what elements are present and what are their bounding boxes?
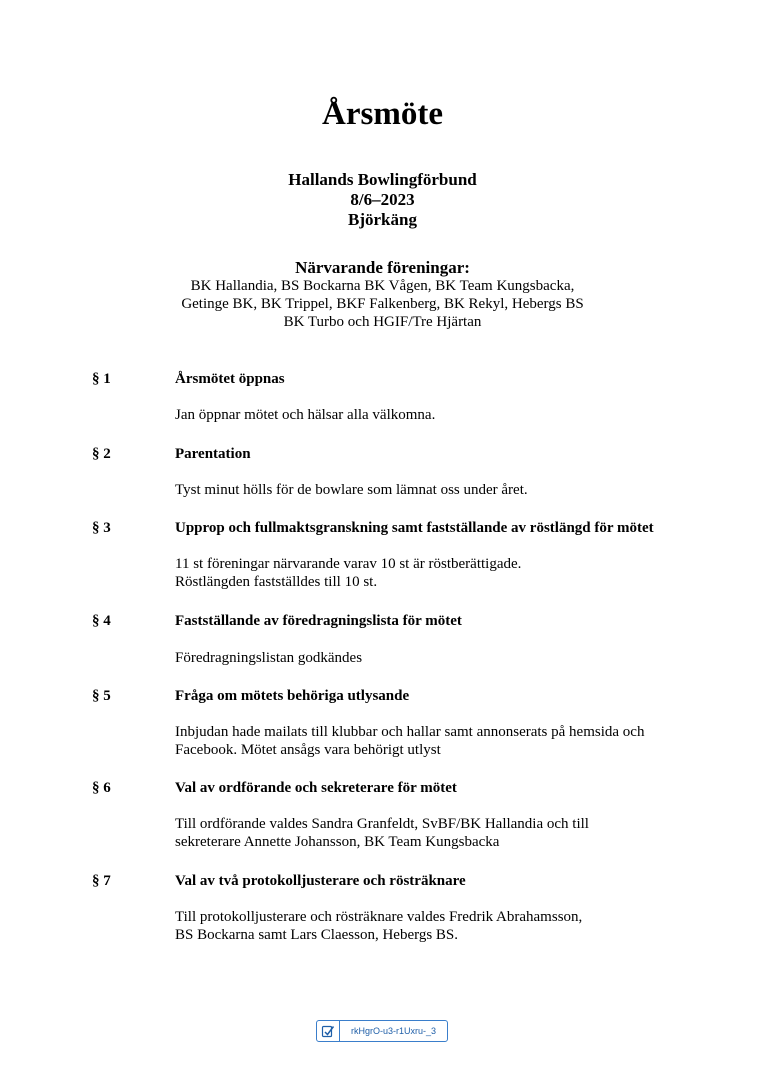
section-text-line: Till ordförande valdes Sandra Granfeldt, SvBF/BK Hallandia och till [175, 816, 589, 832]
attendance-line: BK Hallandia, BS Bockarna BK Vågen, BK Team Kungsbacka, [190, 278, 575, 294]
document-title: Årsmöte [322, 96, 443, 132]
section-heading: Parentation [175, 446, 251, 462]
section-number: § 4 [92, 613, 111, 629]
section-text [175, 815, 589, 851]
meeting-date: 8/6–2023 [350, 190, 415, 209]
section-text-line: Till protokolljusterare och rösträknare valdes Fredrik Abrahamsson, [175, 909, 583, 925]
section-heading: Val av två protokolljusterare och rösträknare [175, 873, 466, 889]
org-name: Hallands Bowlingförbund [288, 170, 477, 189]
attendance-line: Getinge BK, BK Trippel, BKF Falkenberg, BK Rekyl, Hebergs BS [181, 296, 584, 312]
stamp-code: rkHgrO-u3-r1Uxru-_3 [350, 1026, 437, 1036]
section-number: § 7 [92, 873, 111, 889]
section-number: § 5 [92, 688, 111, 704]
section-number: § 2 [92, 446, 111, 462]
meeting-place: Björkäng [348, 210, 417, 229]
section-heading: Val av ordförande och sekreterare för mötet [175, 780, 457, 796]
attendance-list [0, 277, 765, 331]
section-text [175, 406, 435, 424]
section-text-line: Föredragningslistan godkändes [175, 650, 363, 666]
section-text-line: BS Bockarna samt Lars Claesson, Hebergs BS. [175, 927, 459, 943]
section-text [175, 481, 528, 499]
section-number: § 6 [92, 780, 111, 796]
section-heading: Upprop och fullmaktsgranskning samt fastställande av röstlängd för mötet [175, 520, 654, 536]
section-text [175, 649, 362, 667]
org-info [0, 170, 765, 230]
signature-stamp[interactable] [316, 1020, 448, 1042]
attendance-line: BK Turbo och HGIF/Tre Hjärtan [283, 314, 482, 330]
section-text-line: 11 st föreningar närvarande varav 10 st är röstberättigade. [175, 556, 522, 572]
section-text-line: Jan öppnar mötet och hälsar alla välkomna. [175, 407, 436, 423]
section-text-line: Facebook. Mötet ansågs vara behörigt utlyst [175, 742, 441, 758]
section-heading: Fråga om mötets behöriga utlysande [175, 688, 410, 704]
signature-check-icon [317, 1021, 340, 1041]
section-text [175, 723, 644, 759]
section-number: § 3 [92, 520, 111, 536]
section-text-line: Inbjudan hade mailats till klubbar och hallar samt annonserats på hemsida och [175, 724, 645, 740]
section-text-line: Tyst minut hölls för de bowlare som lämnat oss under året. [175, 482, 528, 498]
attendance-heading: Närvarande föreningar: [295, 258, 470, 277]
section-text-line: sekreterare Annette Johansson, BK Team Kungsbacka [175, 834, 500, 850]
section-text [175, 555, 521, 591]
section-heading: Årsmötet öppnas [175, 371, 285, 387]
section-number: § 1 [92, 371, 111, 387]
section-heading: Fastställande av föredragningslista för mötet [175, 613, 462, 629]
section-text [175, 908, 582, 944]
section-text-line: Röstlängden fastställdes till 10 st. [175, 574, 378, 590]
